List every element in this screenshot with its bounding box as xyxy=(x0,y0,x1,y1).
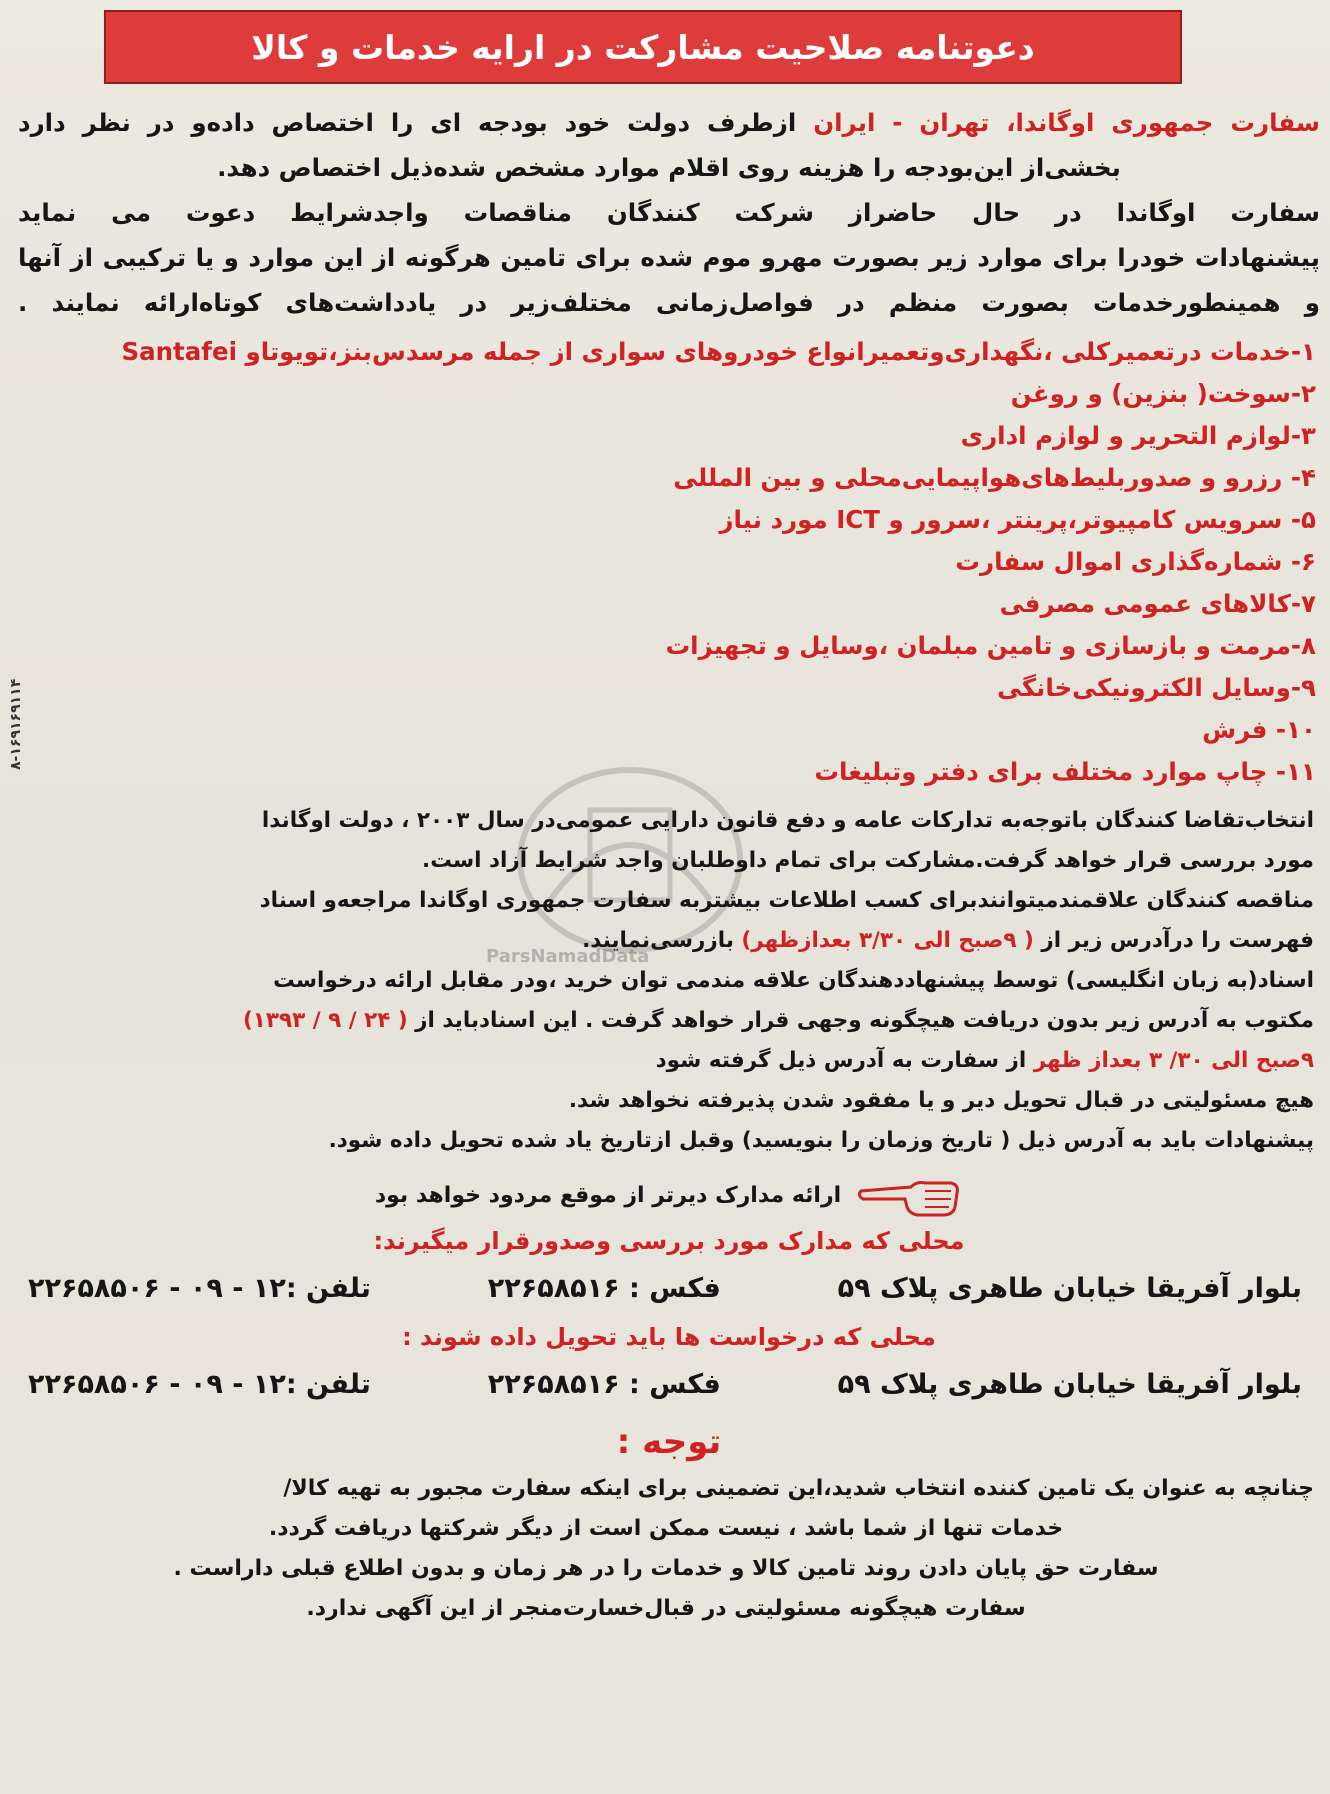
list-item: ۷-کالاهای عمومی مصرفی xyxy=(999,589,1316,618)
body-paragraph: مورد بررسی قرار خواهد گرفت.مشارکت برای تمام داوطلبان واجد شرایط آزاد است. xyxy=(422,848,1314,873)
body-paragraph: هیچ مسئولیتی در قبال تحویل دیر و یا مفقود شدن پذیرفته نخواهد شد. xyxy=(568,1088,1314,1113)
footer-paragraph: سفارت هیچگونه مسئولیتی در قبال‌خسارت‌منجر از این آگهی ندارد. xyxy=(306,1596,1026,1621)
pointing-hand-icon xyxy=(855,1173,963,1219)
date-highlight: ( ۲۴ / ۹ / ۱۳۹۳) xyxy=(242,1008,408,1033)
list-item: ۱۰- فرش xyxy=(1202,715,1316,744)
list-item: ۸-مرمت و بازسازی و تامین مبلمان ،وسایل و تجهیزات xyxy=(665,631,1316,660)
hours-highlight: ( ۹صبح الی ۳/۳۰ بعداز‌ظهر) xyxy=(741,928,1034,953)
late-submission-note xyxy=(18,1173,1320,1219)
body-paragraph: انتخاب‌تقاضا کنندگان باتوجه‌به تدارکات عامه و دفع قانون دارایی عمومی‌در سال ۲۰۰۳ ، دولت اوگاندا xyxy=(261,808,1314,833)
list-item: ۶- شماره‌گذاری اموال سفارت xyxy=(955,547,1316,576)
footer-paragraph: سفارت حق پایان دادن روند تامین کالا و خدمات را در هر زمان و بدون اطلاع قبلی داراست . xyxy=(173,1556,1159,1581)
intro-line-2: بخشی‌از این‌بودجه را هزینه روی اقلام موارد مشخص شده‌ذیل اختصاص دهد. xyxy=(217,153,1121,182)
note-text: ارائه مدارک دیرتر از موقع مردود خواهد بود xyxy=(374,1183,842,1208)
items-list xyxy=(18,331,1320,793)
embassy-name: سفارت جمهوری اوگاندا، تهران - ایران xyxy=(813,108,1321,137)
body-paragraph: اسناد(به زبان انگلیسی) توسط پیشنهاددهندگان علاقه مندمی توان خرید ،ودر مقابل ارائه درخواست xyxy=(273,968,1314,993)
body-paragraph xyxy=(18,1001,1320,1041)
list-item: ۵- سرویس کامپیوتر،پرینتر ،سرور و ICT مورد نیاز xyxy=(719,505,1316,534)
body-text-span: بازرسی‌نمایند. xyxy=(582,928,734,953)
fax-number: فکس : ۲۲۶۵۸۵۱۶ xyxy=(487,1369,721,1400)
body-paragraph xyxy=(18,921,1320,961)
intro-section xyxy=(18,100,1320,325)
list-item: ۱-خدمات درتعمیرکلی ،نگهداری‌وتعمیرانواع خودروهای سواری از جمله مرسدس‌بنز،تویوتاو Santafei xyxy=(121,337,1316,366)
phone-number: تلفن :۱۲ - ۰۹ - ۲۲۶۵۸۵۰۶ xyxy=(28,1273,371,1304)
delivery-address xyxy=(18,1359,1320,1411)
body-paragraph xyxy=(18,1041,1320,1081)
hours-highlight: ۹صبح الی ۳۰/ ۳ بعداز ظهر xyxy=(1033,1048,1314,1073)
title-banner xyxy=(104,10,1182,84)
phone-number: تلفن :۱۲ - ۰۹ - ۲۲۶۵۸۵۰۶ xyxy=(28,1369,371,1400)
footer-notes xyxy=(18,1469,1320,1629)
review-address xyxy=(18,1263,1320,1315)
street-address: بلوار آفریقا خیابان طاهری پلاک ۵۹ xyxy=(837,1273,1302,1304)
review-location-heading: محلی که مدارک مورد بررسی وصدورقرار میگیرند: xyxy=(373,1227,965,1255)
conditions-section xyxy=(18,801,1320,1161)
intro-line-3: سفارت اوگاندا در حال حاضراز شرکت کنندگان مناقصات واجد‌شرایط دعوت می نماید xyxy=(18,198,1320,227)
list-item: ۳-لوازم التحریر و لوازم اداری xyxy=(960,421,1316,450)
intro-line-1-text: ازطرف دولت خود بودجه ای را اختصاص داده‌و در نظر دارد xyxy=(18,108,797,137)
body-paragraph: مناقصه کنندگان علاقمندمیتوانندبرای کسب اطلاعات بیشتربه سفارت جمهوری اوگاندا مراجعه‌و اسناد xyxy=(259,888,1314,913)
list-item: ۹-وسایل الکترونیکی‌خانگی xyxy=(997,673,1316,702)
side-code: ۸-۱۶۹۱۶۹۱۱۴ xyxy=(8,678,24,770)
footer-paragraph: خدمات تنها از شما باشد ، نیست ممکن است از دیگر شرکتها دریافت گردد. xyxy=(268,1516,1064,1541)
announcement-body xyxy=(18,100,1320,1629)
page-title: دعوتنامه صلاحیت مشارکت در ارایه خدمات و کالا xyxy=(251,27,1035,67)
intro-line-1 xyxy=(18,100,1320,145)
watermark-text: ParsNamadData xyxy=(486,946,650,967)
list-item: ۱۱- چاپ موارد مختلف برای دفتر وتبلیغات xyxy=(814,757,1316,786)
body-text-span: مکتوب به آدرس زیر بدون دریافت هیچگونه وجهی قرار خواهد گرفت . این اسنادباید از xyxy=(415,1008,1314,1033)
body-text-span: فهرست را درآدرس زیر از xyxy=(1041,928,1314,953)
intro-line-4: پیشنهادات خودرا برای موارد زیر بصورت مهرو موم شده برای تامین هرگونه از این موارد و یا ترکیبی از آنها xyxy=(18,243,1320,272)
fax-number: فکس : ۲۲۶۵۸۵۱۶ xyxy=(487,1273,721,1304)
list-item: ۲-سوخت( بنزین) و روغن xyxy=(1010,379,1316,408)
footer-paragraph: چنانچه به عنوان یک تامین کننده انتخاب شدید،این تضمینی برای اینکه سفارت مجبور به تهیه کالا/ xyxy=(283,1476,1314,1501)
street-address: بلوار آفریقا خیابان طاهری پلاک ۵۹ xyxy=(837,1369,1302,1400)
body-text-span: از سفارت به آدرس ذیل گرفته شود xyxy=(655,1048,1027,1073)
body-paragraph: پیشنهادات باید به آدرس ذیل ( تاریخ وزمان را بنویسید) وقبل ازتاریخ یاد شده تحویل داده شود. xyxy=(328,1128,1314,1153)
delivery-location-heading: محلی که درخواست ها باید تحویل داده شوند : xyxy=(402,1323,936,1351)
intro-line-5: و همینطور‌خدمات بصورت منظم در فواصل‌زمانی مختلف‌زیر در یادداشت‌های کوتاه‌ارائه نمایند . xyxy=(18,288,1320,317)
list-item: ۴- رزرو و صدوربلیط‌های‌هواپیمایی‌محلی و بین المللی xyxy=(673,463,1316,492)
attention-heading: توجه : xyxy=(616,1422,722,1462)
